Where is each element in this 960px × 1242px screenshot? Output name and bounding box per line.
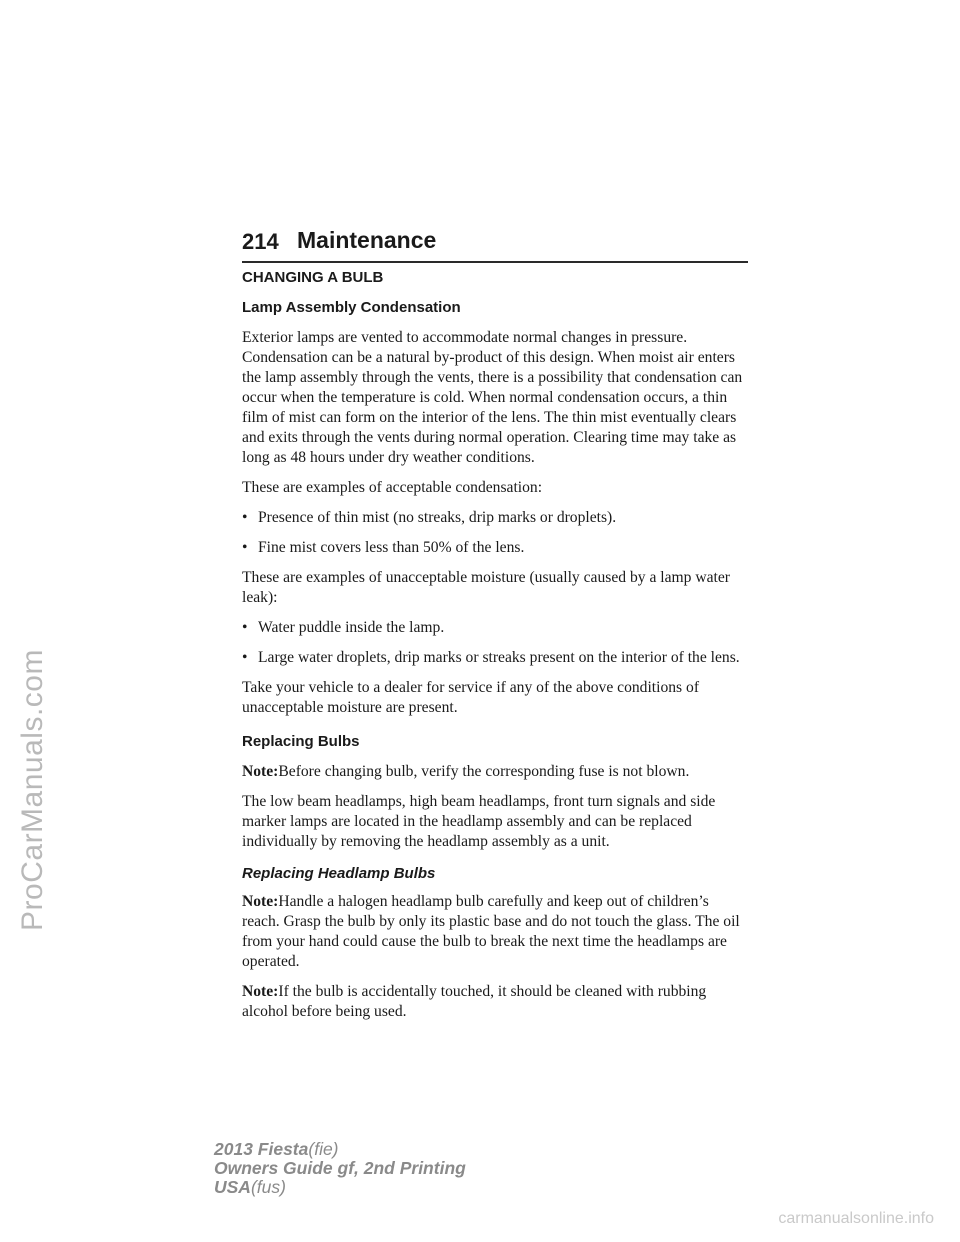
acceptable-intro: These are examples of acceptable condensation:: [242, 479, 543, 496]
page-number: 214: [242, 229, 279, 254]
dealer-note: Take your vehicle to a dealer for service if any of the above conditions of unacceptable moisture are present.: [242, 679, 700, 716]
page-header: [242, 229, 748, 263]
list-item-text: Presence of thin mist (no streaks, drip marks or droplets).: [258, 509, 617, 526]
unacceptable-intro: These are examples of unacceptable moisture (usually caused by a lamp water leak):: [242, 569, 730, 606]
note-label: Note:: [242, 763, 279, 780]
lamp-condensation-paragraph: Exterior lamps are vented to accommodate normal changes in pressure. Condensation can be a natural by-product of this design. When moist air enters the lamp assembly through the vents, there is a possibility that condensation can occur when the temperature is cold. When normal condensation occurs, a thin film of mist can form on the interior of the lens. The thin mist eventually clears and exits through the vents during normal operation. Clearing time may take as long as 48 hours under dry weather conditions.: [242, 329, 743, 466]
footer-line-market: [214, 1178, 466, 1197]
lamp-condensation-heading: Lamp Assembly Condensation: [242, 299, 461, 316]
list-item-text: Fine mist covers less than 50% of the lens.: [258, 539, 525, 556]
replacing-headlamp-heading: Replacing Headlamp Bulbs: [242, 865, 436, 882]
bullet-icon: •: [242, 649, 248, 666]
footer-guide: Owners Guide gf, 2nd Printing: [214, 1158, 466, 1178]
footer-model-code: (fie): [308, 1139, 339, 1159]
side-watermark: [6, 0, 60, 1242]
bullet-icon: •: [242, 509, 248, 526]
replacing-bulbs-note: [242, 762, 750, 782]
replacing-bulbs-heading: Replacing Bulbs: [242, 733, 360, 750]
page-footer: [214, 1140, 466, 1197]
headlamp-note-2: [242, 982, 750, 1022]
list-item-text: Large water droplets, drip marks or streaks present on the interior of the lens.: [258, 649, 740, 666]
list-item: [242, 538, 750, 558]
note-label: Note:: [242, 983, 279, 1000]
note-text: If the bulb is accidentally touched, it should be cleaned with rubbing alcohol before being used.: [242, 983, 707, 1020]
footer-line-model: [214, 1140, 466, 1159]
page-title: CHANGING A BULB: [242, 269, 384, 286]
replacing-bulbs-paragraph: The low beam headlamps, high beam headlamps, front turn signals and side marker lamps are located in the headlamp assembly and can be replaced individually by removing the headlamp assembly as a unit.: [242, 793, 716, 850]
list-item: [242, 508, 750, 528]
note-text: Handle a halogen headlamp bulb carefully and keep out of children’s reach. Grasp the bulb by only its plastic base and do not touch the glass. The oil from your hand could cause the bulb to break the next time the headlamps are operated.: [242, 893, 740, 970]
note-label: Note:: [242, 893, 279, 910]
bottom-watermark: carmanualsonline.info: [778, 1210, 934, 1227]
footer-market-code: (fus): [250, 1177, 286, 1197]
footer-model: 2013 Fiesta: [214, 1139, 309, 1159]
side-watermark-text: ProCarManuals.com: [16, 649, 49, 931]
bullet-icon: •: [242, 539, 248, 556]
list-item: [242, 618, 750, 638]
list-item: [242, 648, 750, 668]
list-item-text: Water puddle inside the lamp.: [258, 619, 445, 636]
page-content: [242, 268, 750, 1032]
headlamp-note-1: [242, 892, 750, 972]
bullet-icon: •: [242, 619, 248, 636]
section-title: Maintenance: [297, 227, 437, 253]
note-text: Before changing bulb, verify the corresponding fuse is not blown.: [278, 763, 690, 780]
footer-market: USA: [214, 1177, 251, 1197]
